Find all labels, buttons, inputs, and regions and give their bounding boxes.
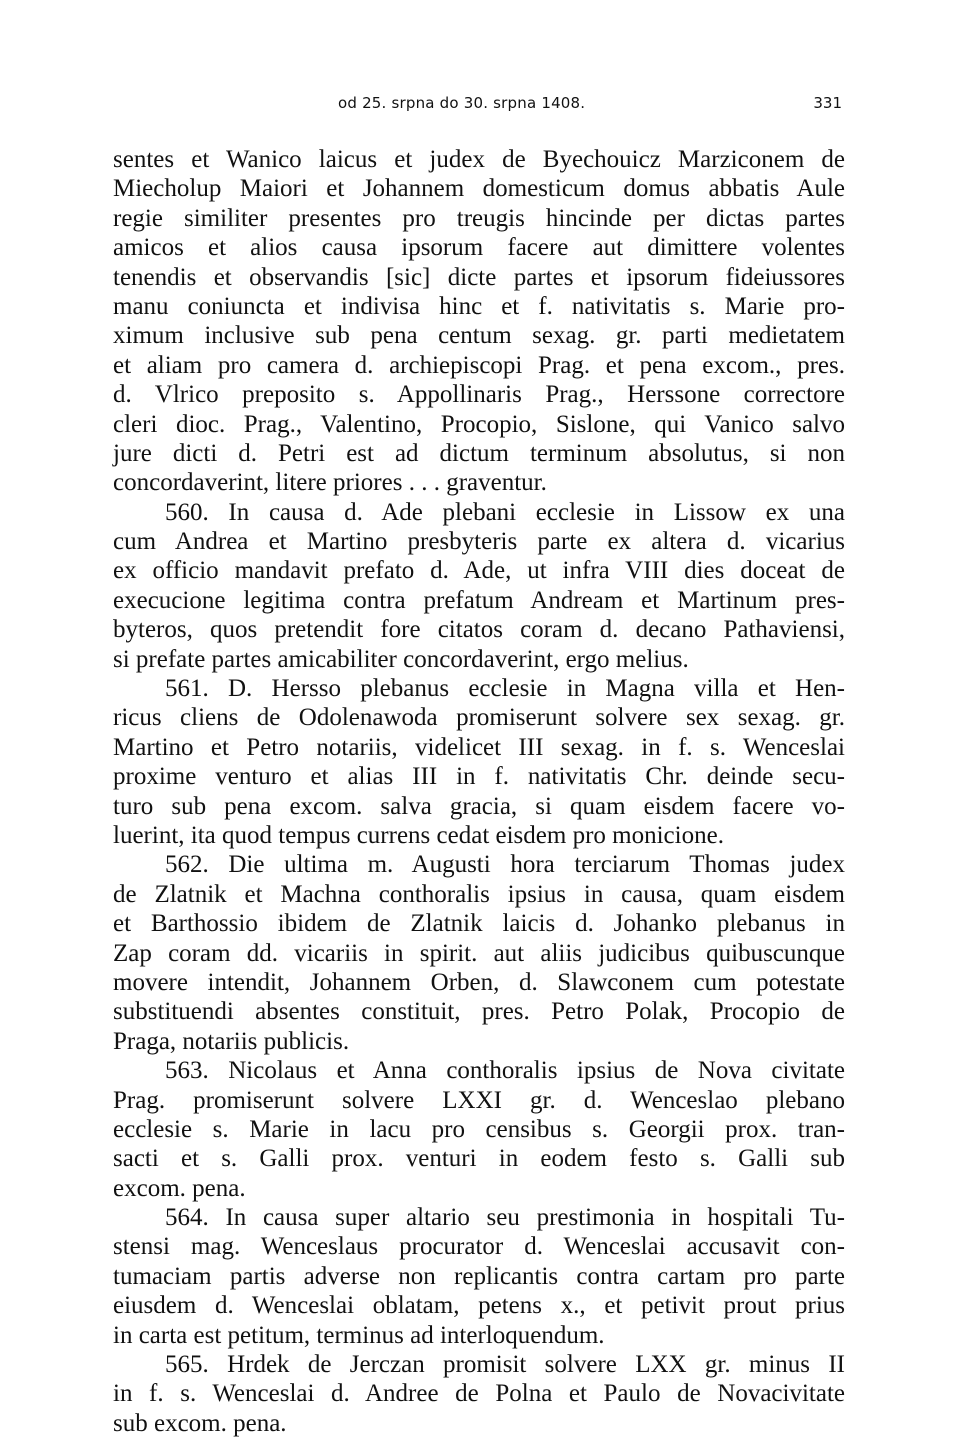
text-line: turo sub pena excom. salva gracia, si quam eisdem facere vo- <box>113 792 845 820</box>
running-header <box>0 92 960 120</box>
text-line: in f. s. Wenceslai d. Andree de Polna et Paulo de Novacivitate <box>113 1380 845 1408</box>
text-line: cleri dioc. Prag., Valentino, Procopio, Sislone, qui Vanico salvo <box>113 410 845 438</box>
text-line: 562. Die ultima m. Augusti hora terciarum Thomas judex <box>165 851 845 879</box>
text-line: ximum inclusive sub pena centum sexag. gr. parti medietatem <box>113 322 845 350</box>
text-line: et aliam pro camera d. archiepiscopi Prag. et pena excom., pres. <box>113 351 845 379</box>
text-line: stensi mag. Wenceslaus procurator d. Wenceslai accusavit con- <box>113 1233 845 1261</box>
text-line: luerint, ita quod tempus currens cedat eisdem pro monicione. <box>113 821 724 849</box>
text-line: ecclesie s. Marie in lacu pro censibus s. Georgii prox. tran- <box>113 1115 845 1143</box>
text-line: ricus cliens de Odolenawoda promiserunt solvere sex sexag. gr. <box>113 704 845 732</box>
text-line: concordaverint, litere priores . . . graventur. <box>113 469 547 497</box>
text-line: Martino et Petro notariis, videlicet III sexag. in f. s. Wenceslai <box>113 733 845 761</box>
text-line: Zap coram dd. vicariis in spirit. aut aliis judicibus quibuscunque <box>113 939 845 967</box>
text-line: substituendi absentes constituit, pres. Petro Polak, Procopio de <box>113 998 845 1026</box>
text-line: 561. D. Hersso plebanus ecclesie in Magna villa et Hen- <box>165 675 845 703</box>
text-line: de Zlatnik et Machna conthoralis ipsius in causa, quam eisdem <box>113 880 845 908</box>
text-line: jure dicti d. Petri est ad dictum terminum absolutus, si non <box>113 439 845 467</box>
body-text <box>113 145 845 1438</box>
text-line: eiusdem d. Wenceslai oblatam, petens x., et petivit prout prius <box>113 1292 845 1320</box>
text-line: byteros, quos pretendit fore citatos coram d. decano Pathaviensi, <box>113 616 845 644</box>
text-line: in carta est petitum, terminus ad interloquendum. <box>113 1321 605 1349</box>
text-line: Miecholup Maiori et Johannem domesticum domus abbatis Aule <box>113 175 845 203</box>
text-line: ex officio mandavit prefato d. Ade, ut infra VIII dies doceat de <box>113 557 845 585</box>
text-line: tenendis et observandis [sic] dicte partes et ipsorum fideiussores <box>113 263 845 291</box>
text-line: 564. In causa super altario seu prestimonia in hospitali Tu- <box>165 1204 845 1232</box>
text-line: sub excom. pena. <box>113 1409 287 1437</box>
text-line: proxime venturo et alias III in f. nativitatis Chr. deinde secu- <box>113 763 845 791</box>
page-number: 331 <box>813 94 842 112</box>
text-line: excom. pena. <box>113 1174 246 1202</box>
running-title: od 25. srpna do 30. srpna 1408. <box>338 94 586 112</box>
text-line: cum Andrea et Martino presbyteris parte ex altera d. vicarius <box>113 528 845 556</box>
text-line: sentes et Wanico laicus et judex de Byechouicz Marziconem de <box>113 146 845 173</box>
text-line: si prefate partes amicabiliter concordaverint, ergo melius. <box>113 645 689 673</box>
text-line: movere intendit, Johannem Orben, d. Slawconem cum potestate <box>113 968 845 996</box>
text-line: regie similiter presentes pro treugis hincinde per dictas partes <box>113 204 845 232</box>
text-line: execucione legitima contra prefatum Andream et Martinum pres- <box>113 586 845 614</box>
text-line: 563. Nicolaus et Anna conthoralis ipsius de Nova civitate <box>165 1057 845 1085</box>
text-line: Prag. promiserunt solvere LXXI gr. d. Wenceslao plebano <box>113 1086 845 1114</box>
text-line: 560. In causa d. Ade plebani ecclesie in Lissow ex una <box>165 498 845 526</box>
text-line: sacti et s. Galli prox. venturi in eodem festo s. Galli sub <box>113 1145 845 1173</box>
text-line: Praga, notariis publicis. <box>113 1027 350 1055</box>
text-line: tumaciam partis adverse non replicantis contra cartam pro parte <box>113 1262 845 1290</box>
text-line: et Barthossio ibidem de Zlatnik laicis d. Johanko plebanus in <box>113 910 845 938</box>
text-line: 565. Hrdek de Jerczan promisit solvere LXX gr. minus II <box>165 1351 845 1379</box>
text-line: d. Vlrico preposito s. Appollinaris Prag., Herssone correctore <box>113 381 845 409</box>
text-line: manu coniuncta et indivisa hinc et f. nativitatis s. Marie pro- <box>113 292 845 320</box>
text-line: amicos et alios causa ipsorum facere aut dimittere volentes <box>113 234 845 262</box>
